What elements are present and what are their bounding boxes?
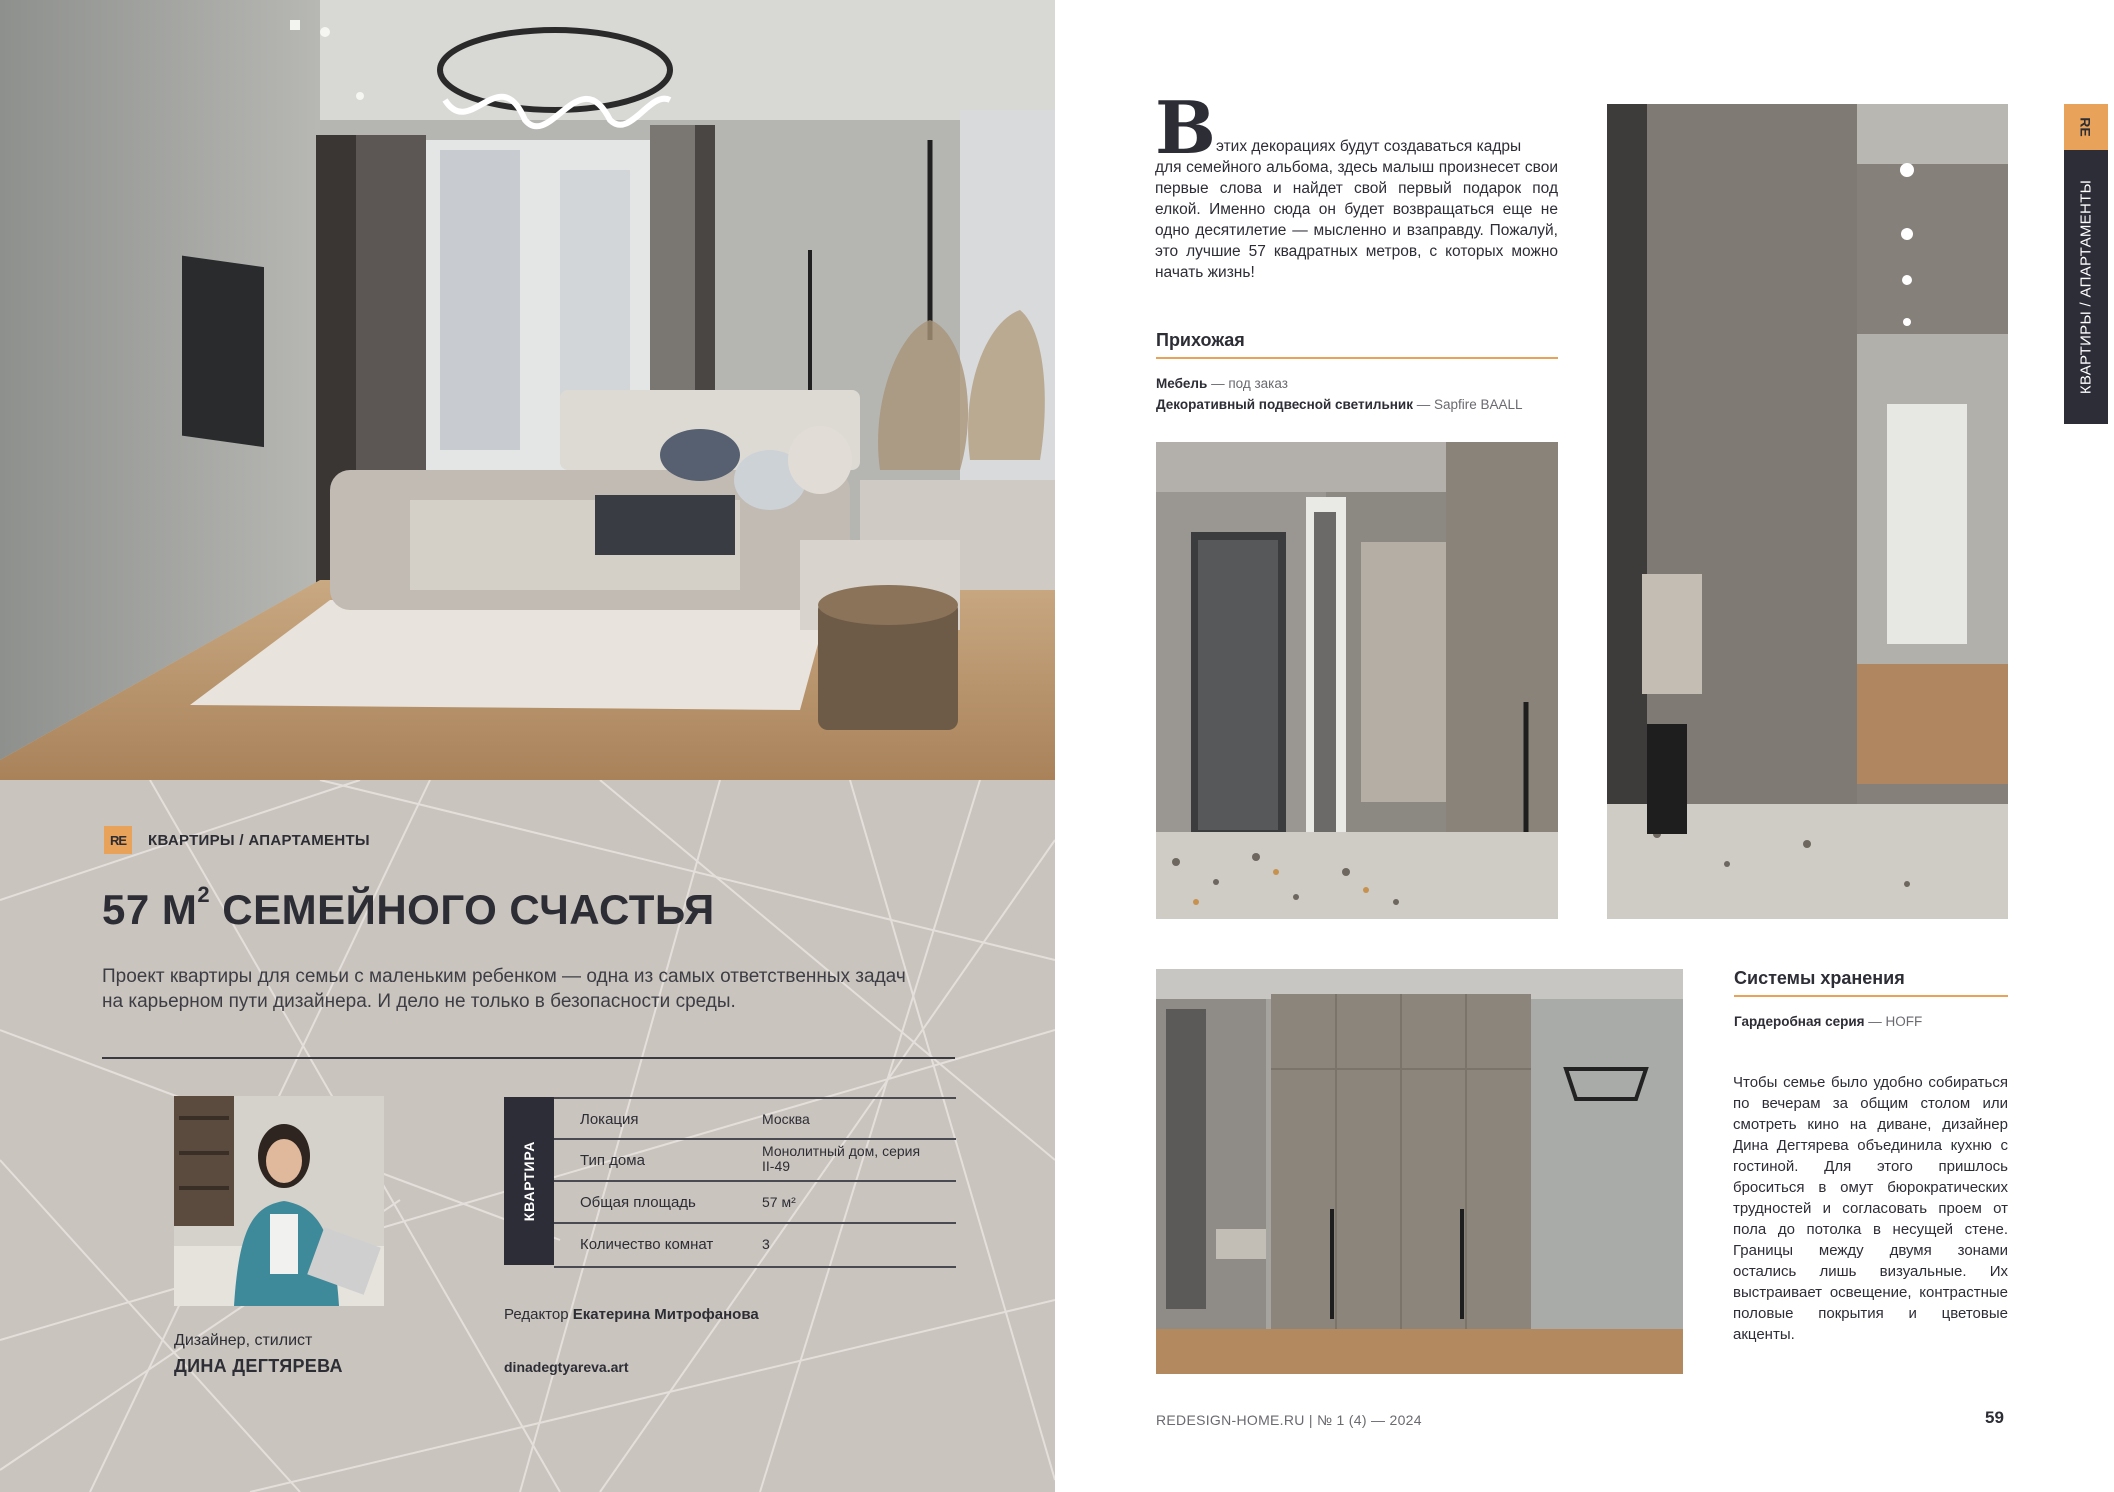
editor-prefix: Редактор: [504, 1306, 573, 1323]
table-label-band: [504, 1097, 554, 1265]
spec-label: Гардеробная серия: [1734, 1014, 1865, 1029]
table-label: КВАРТИРА: [521, 1140, 537, 1222]
left-page: [0, 0, 1055, 1492]
hallway-spec: [1156, 397, 1523, 412]
spec-value: — HOFF: [1864, 1014, 1923, 1029]
hallway-heading: Прихожая: [1156, 330, 1245, 350]
table-value: Москва: [762, 1111, 810, 1127]
spec-label: Декоративный подвесной светильник: [1156, 397, 1413, 412]
title-main: 57 М: [102, 886, 198, 933]
table-row: [554, 1222, 956, 1268]
rubric-logo: RE: [104, 826, 132, 854]
designer-website: dinadegtyareva.art: [504, 1359, 629, 1375]
table-key: Тип дома: [580, 1152, 645, 1169]
intro-paragraph: для семейного альбома, здесь малыш произнесет свои первые слова и найдет свой первый подарок под елкой. Именно сюда он будет возвращаться еще не одно десятилетие — мысленно и взаправду. Пожалуй, это лучшие 57 квадратных метров, с которых можно начать жизнь!: [1155, 159, 1558, 281]
article-title: [102, 882, 715, 934]
table-key: Общая площадь: [580, 1194, 696, 1211]
rubric-label: КВАРТИРЫ / АПАРТАМЕНТЫ: [148, 832, 370, 849]
hallway-spec: [1156, 376, 1288, 391]
table-value: 57 м²: [762, 1194, 796, 1210]
side-tab-label: КВАРТИРЫ / АПАРТАМЕНТЫ: [2077, 179, 2095, 395]
hallway-photo: [1156, 442, 1558, 919]
title-rest: СЕМЕЙНОГО СЧАСТЬЯ: [210, 886, 715, 933]
table-key: Локация: [580, 1111, 639, 1128]
table-value: 3: [762, 1236, 770, 1252]
side-logo-text: RE: [2077, 117, 2094, 137]
side-band: [2064, 150, 2108, 424]
lead-paragraph: Проект квартиры для семьи с маленьким ребенком — одна из самых ответственных задач на карьерном пути дизайнера. И дело не только в безопасности среды.: [102, 966, 906, 1012]
page-number: 59: [1985, 1408, 2004, 1427]
table-key: Количество комнат: [580, 1236, 714, 1253]
drop-cap: В: [1155, 85, 1216, 170]
table-row: [554, 1097, 956, 1139]
storage-underline: [1734, 995, 2008, 997]
designer-photo: [174, 1096, 384, 1306]
side-section-tab: [2064, 104, 2108, 424]
spec-label: Мебель: [1156, 376, 1208, 391]
storage-spec: [1734, 1014, 1922, 1029]
storage-heading: Системы хранения: [1734, 968, 1905, 988]
wardrobe-photo: [1156, 969, 1683, 1374]
editor-name: Екатерина Митрофанова: [572, 1306, 759, 1323]
title-superscript: 2: [197, 882, 211, 907]
hallway-underline: [1156, 357, 1558, 359]
intro-first-line: этих декорациях будут создаваться кадры: [1216, 138, 1522, 155]
side-logo: [2064, 104, 2108, 150]
editor-credit: [504, 1306, 759, 1323]
designer-role: Дизайнер, стилист: [174, 1332, 313, 1349]
table-value: Монолитный дом, серия II-49: [762, 1143, 921, 1174]
table-row: [554, 1138, 956, 1181]
storage-text: Чтобы семье было удобно собираться по вечерам за общим столом или смотреть кино на диване, дизайнер Дина Дегтярева объединила кухню с гостиной. Для этого пришлось броситься в омут бюрократических трудностей и согласовать проем от пола до потолка в несущей стене. Границы между двумя зонами остались лишь визуальные. Их выстраивает освещение, контрастные половые покрытия и цветовые акценты.: [1733, 1074, 2008, 1343]
bedroom-photo: [0, 0, 1055, 780]
spec-value: — под заказ: [1207, 376, 1288, 391]
designer-name: ДИНА ДЕГТЯРЕВА: [174, 1356, 343, 1376]
footer-issue: REDESIGN-HOME.RU | № 1 (4) — 2024: [1156, 1412, 1422, 1428]
divider: [102, 1057, 955, 1059]
table-row: [554, 1180, 956, 1223]
spec-value: — Sapfire BAALL: [1412, 397, 1523, 412]
corridor-photo: [1607, 104, 2008, 919]
